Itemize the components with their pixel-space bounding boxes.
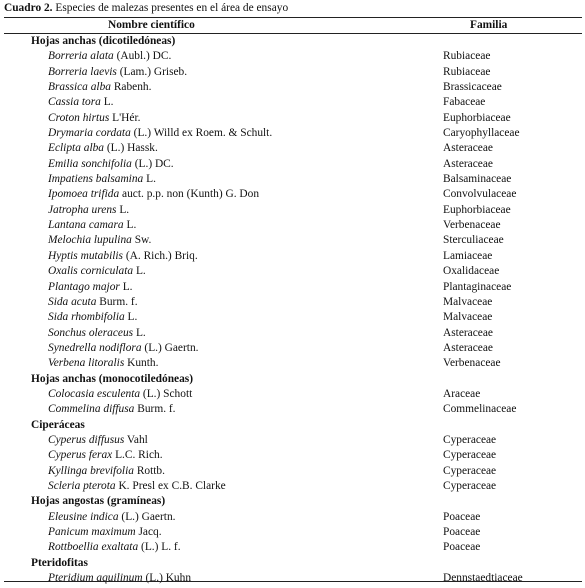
species-binomial: Commelina diffusa [48,403,135,416]
species-binomial: Eleusine indica [48,510,119,523]
table-row [0,187,585,202]
species-author: L. [119,203,130,216]
table-row [0,326,585,341]
family-name: Cyperaceae [443,464,497,477]
species-author: Burm. f. [137,403,176,416]
table-caption [4,1,288,16]
species-binomial: Rottboellia exaltata [48,541,139,554]
table-row [0,49,585,64]
scientific-name [48,448,163,463]
species-author: L. [122,280,133,293]
group-heading-row [0,494,585,509]
species-binomial: Sonchus oleraceus [48,326,134,339]
scientific-name [48,218,136,233]
species-author: auct. p.p. non (Kunth) G. Don [122,188,260,201]
group-heading: Hojas anchas (dicotiledóneas) [31,35,176,47]
table-row [0,95,585,110]
scientific-name [48,571,191,586]
scientific-name [48,157,174,172]
table-row [0,249,585,264]
species-binomial: Panicum maximum [48,526,136,538]
species-binomial: Scleria pterota [48,479,116,492]
species-author: L. [103,96,114,109]
table-row [0,172,585,187]
table-row [0,295,585,310]
scientific-name [48,187,259,202]
table-row [0,540,585,555]
caption-text: Especies de malezas presentes en el área de ensayo [52,2,289,14]
species-binomial: Drymaria cordata [48,127,131,140]
species-binomial: Ipomoea trifida [48,188,120,201]
species-binomial: Melochia lupulina [48,234,132,247]
family-name: Plantaginaceae [443,280,512,293]
table-row [0,479,585,494]
table-row [0,111,585,126]
species-author: Burm. f. [99,295,138,308]
scientific-name [48,479,226,494]
scientific-name [48,387,192,402]
group-heading: Hojas angostas (gramíneas) [31,495,166,508]
species-binomial: Borreria laevis [48,65,117,78]
family-name: Malvaceae [443,311,493,324]
family-name: Commelinaceae [443,403,517,416]
species-author: (Aubl.) DC. [116,50,172,63]
table-row [0,233,585,248]
table-row [0,157,585,172]
species-binomial: Eclipta alba [48,142,104,155]
species-binomial: Synedrella nodiflora [48,341,142,354]
species-binomial: Sida rhombifolia [48,311,125,324]
species-binomial: Cyperus diffusus [48,433,125,446]
header-scientific-name: Nombre científico [108,19,195,31]
scientific-name [48,65,187,80]
species-binomial: Colocasia esculenta [48,387,141,400]
family-name: Malvaceae [443,295,493,308]
scientific-name [48,510,175,525]
scientific-name [48,540,181,555]
scientific-name [48,464,165,479]
species-author: Jacq. [138,526,162,538]
family-name: Oxalidaceae [443,265,500,278]
header-family: Familia [470,19,508,31]
family-name: Araceae [443,387,481,400]
species-author: (A. Rich.) Briq. [125,249,198,262]
table-row [0,126,585,141]
group-heading-row [0,372,585,387]
family-name: Dennstaedtiaceae [443,572,523,585]
species-author: (L.) Gaertn. [121,510,176,523]
scientific-name [48,402,176,417]
scientific-name [48,126,272,141]
species-author: Kunth. [127,357,159,370]
species-binomial: Kyllinga brevifolia [48,464,134,477]
species-author: L. [135,265,146,278]
species-author: (L.) Hassk. [106,142,158,155]
scientific-name [48,341,198,356]
family-name: Asteraceae [443,142,493,155]
species-author: (L.) Kuhn [145,572,192,585]
species-author: L'Hér. [112,111,141,124]
group-heading-row [0,556,585,571]
species-binomial: Croton hirtus [48,111,110,124]
table-row [0,141,585,156]
scientific-name [48,80,151,95]
family-name: Cyperaceae [443,449,497,462]
scientific-name [48,433,148,448]
family-name: Euphorbiaceae [443,111,511,124]
scientific-name [48,249,198,264]
scientific-name [48,49,171,64]
family-name: Asteraceae [443,326,493,339]
table-row [0,203,585,218]
family-name: Asteraceae [443,341,493,354]
species-author: (L.) L. f. [141,541,181,554]
family-name: Poaceae [443,541,481,554]
species-binomial: Brassica alba [48,81,111,94]
table-row [0,218,585,233]
species-author: L. [126,219,137,232]
species-author: L. [135,326,146,339]
species-author: (Lam.) Griseb. [119,65,188,78]
scientific-name [48,141,158,156]
family-name: Lamiaceae [443,249,493,262]
table-row [0,402,585,417]
species-author: Vahl [126,433,148,446]
scientific-name [48,111,140,126]
scientific-name [48,233,151,248]
family-name: Verbenaceae [443,357,501,370]
table-row [0,80,585,95]
family-name: Asteraceae [443,157,493,170]
group-heading-row [0,34,585,49]
scientific-name [48,203,129,218]
species-table-body [0,34,585,586]
family-name: Rubiaceae [443,50,491,63]
group-heading-row [0,418,585,433]
table-row [0,433,585,448]
family-name: Cyperaceae [443,433,497,446]
species-author: (L.) Willd ex Roem. & Schult. [133,127,273,140]
species-binomial: Pteridium aquilinum [48,572,143,585]
species-binomial: Oxalis corniculata [48,265,134,278]
species-binomial: Plantago major [48,280,120,293]
species-binomial: Hyptis mutabilis [48,249,123,262]
table-row [0,387,585,402]
species-binomial: Sida acuta [48,295,97,308]
scientific-name [48,326,146,341]
group-heading: Hojas anchas (monocotiledóneas) [31,372,193,385]
table-row [0,448,585,463]
species-author: Rabenh. [113,81,152,94]
species-author: (L.) Schott [142,387,193,400]
scientific-name [48,295,138,310]
table-row [0,464,585,479]
family-name: Poaceae [443,526,481,538]
caption-label: Cuadro 2. [4,2,53,14]
table-row [0,510,585,525]
family-name: Euphorbiaceae [443,203,511,216]
family-name: Verbenaceae [443,219,501,232]
group-heading: Ciperáceas [31,418,85,431]
table-row [0,65,585,80]
scientific-name [48,525,162,540]
species-author: (L.) DC. [134,157,174,170]
species-binomial: Cyperus ferax [48,449,113,462]
family-name: Cyperaceae [443,479,497,492]
species-author: Sw. [134,234,152,247]
family-name: Convolvulaceae [443,188,517,201]
family-name: Brassicaceae [443,81,502,94]
family-name: Rubiaceae [443,65,491,78]
scientific-name [48,356,158,371]
table-row [0,356,585,371]
table-row [0,341,585,356]
table-row [0,264,585,279]
scientific-name [48,280,133,295]
table-row [0,571,585,586]
species-binomial: Emilia sonchifolia [48,157,132,170]
species-author: L. [127,311,138,324]
scientific-name [48,264,146,279]
species-author: K. Presl ex C.B. Clarke [118,479,226,492]
family-name: Caryophyllaceae [443,127,520,140]
table-row [0,525,585,540]
group-heading: Pteridofitas [31,556,88,569]
species-binomial: Borreria alata [48,50,114,63]
species-author: (L.) Gaertn. [144,341,199,354]
species-binomial: Verbena litoralis [48,357,125,370]
scientific-name [48,310,137,325]
family-name: Sterculiaceae [443,234,504,247]
table-row [0,280,585,295]
species-binomial: Impatiens balsamina [48,173,144,186]
scientific-name [48,95,114,110]
bottom-rule [4,581,582,582]
table-row [0,310,585,325]
family-name: Poaceae [443,510,481,523]
species-binomial: Lantana camara [48,219,124,232]
species-binomial: Cassia tora [48,96,101,109]
species-binomial: Jatropha urens [48,203,117,216]
family-name: Balsaminaceae [443,173,512,186]
species-author: L. [146,173,156,186]
species-author: Rottb. [136,464,165,477]
species-author: L.C. Rich. [115,449,163,462]
family-name: Fabaceae [443,96,486,109]
scientific-name [48,172,156,187]
